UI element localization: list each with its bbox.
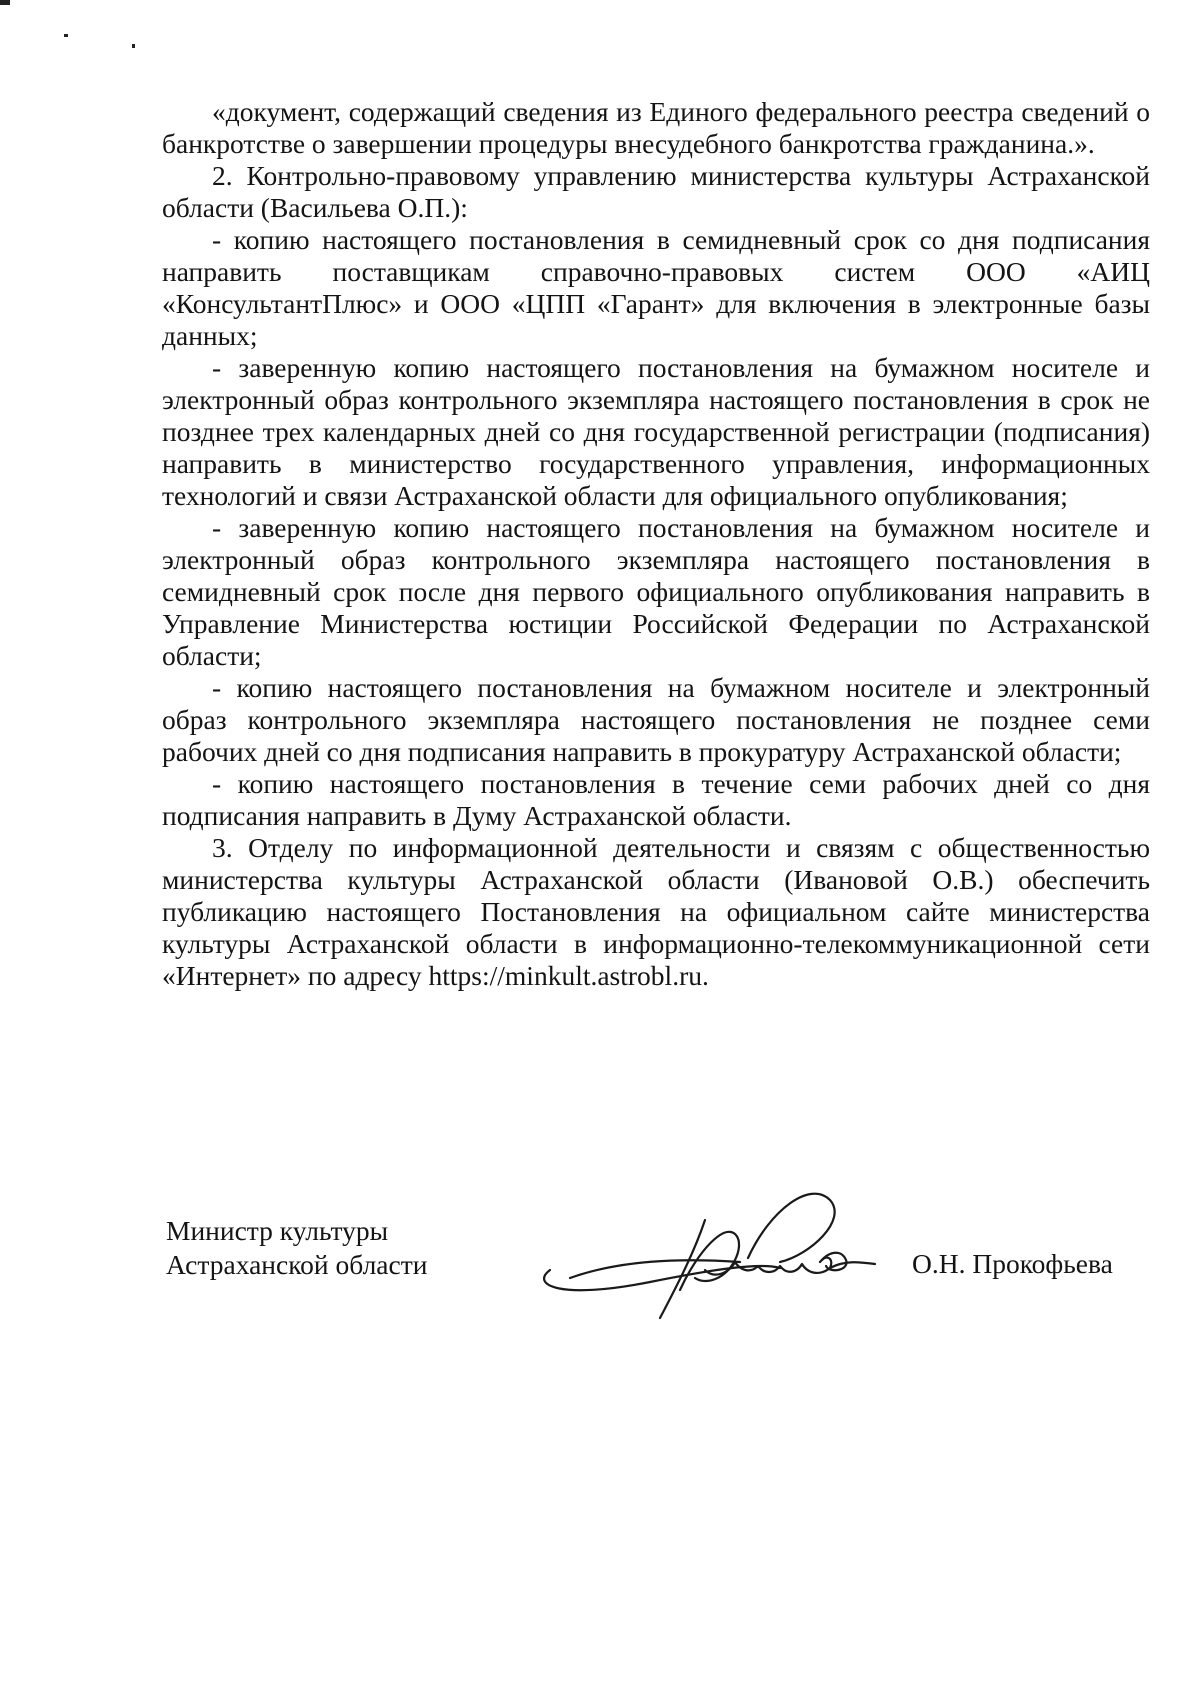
scan-artifact-corner (0, 0, 10, 5)
item-2-paragraph: 2. Контрольно-правовому управлению министерства культуры Астраханской области (Васильева О.П.): (162, 160, 1150, 223)
signer-position-line2: Астраханской области (166, 1249, 428, 1280)
bullet-paragraph: - заверенную копию настоящего постановления на бумажном носителе и электронный образ контрольного экземпляра настоящего постановления в семидневный срок после дня первого официального опубликования направить в Управление Министерства юстиции Российской Федерации по Астраханской области; (162, 512, 1150, 671)
bullet-paragraph: - копию настоящего постановления на бумажном носителе и электронный образ контрольного экземпляра настоящего постановления не позднее семи рабочих дней со дня подписания направить в прокуратуру Астраханской области; (162, 672, 1150, 767)
bullet-paragraph: - заверенную копию настоящего постановления на бумажном носителе и электронный образ контрольного экземпляра настоящего постановления в срок не позднее трех календарных дней со дня государственной регистрации (подписания) направить в министерство государственного управления, информационных технологий и связи Астраханской области для официального опубликования; (162, 352, 1150, 511)
signer-name: О.Н. Прокофьева (912, 1248, 1113, 1279)
bullet-paragraph: - копию настоящего постановления в течение семи рабочих дней со дня подписания направить в Думу Астраханской области. (162, 768, 1150, 831)
scan-artifact-dot (64, 34, 68, 37)
scan-artifact-dot (132, 44, 135, 48)
item-3-paragraph: 3. Отделу по информационной деятельности и связям с общественностью министерства культуры Астраханской области (Ивановой О.В.) обеспечить публикацию настоящего Постановления на официальном сайте министерства культуры Астраханской области в информационно-телекоммуникационной сети «Интернет» по адресу https://minkult.astrobl.ru. (162, 832, 1150, 991)
handwritten-signature (530, 1150, 910, 1330)
quote-paragraph: «документ, содержащий сведения из Единого федерального реестра сведений о банкротстве о завершении процедуры внесудебного банкротства гражданина.». (162, 96, 1150, 159)
signer-position-line1: Министр культуры (166, 1215, 389, 1246)
bullet-paragraph: - копию настоящего постановления в семидневный срок со дня подписания направить поставщикам справочно-правовых систем ООО «АИЦ «КонсультантПлюс» и ООО «ЦПП «Гарант» для включения в электронные базы данных; (162, 224, 1150, 351)
document-body (162, 96, 1150, 992)
